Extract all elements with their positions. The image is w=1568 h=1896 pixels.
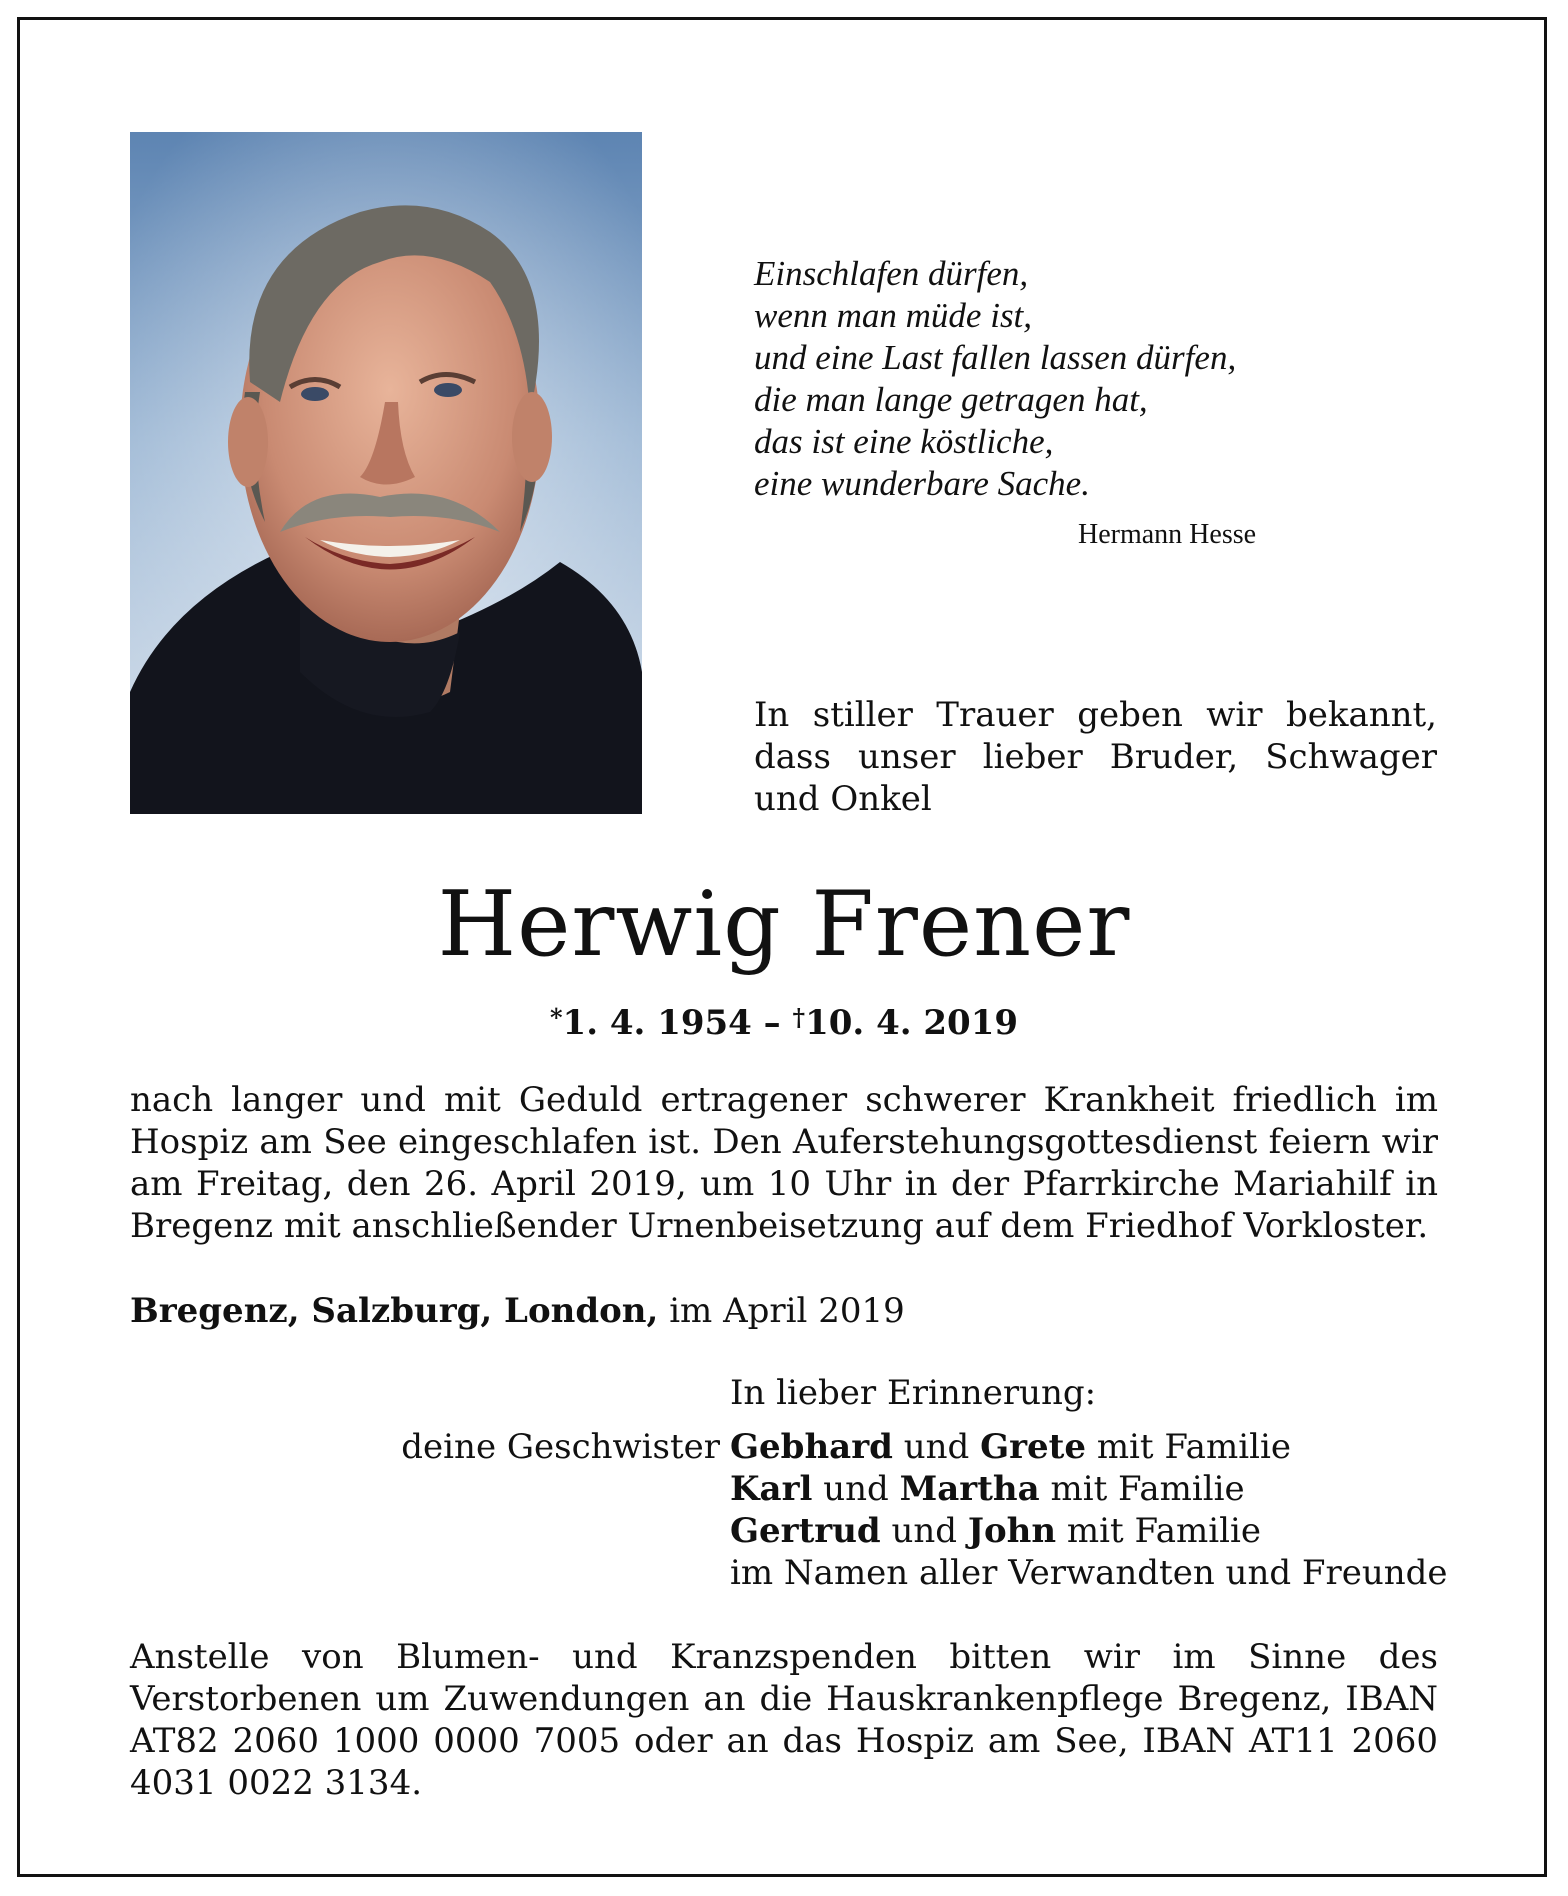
signers-list — [730, 1426, 1490, 1594]
funeral-details: nach langer und mit Geduld ertragener schwerer Krankheit friedlich im Hospiz am See eingeschlafen ist. Den Auferstehungsgottesdienst feiern wir am Freitag, den 26. April 2019, um 10 Uhr in der Pfarrkirche Mariahilf in Bregenz mit anschließender Urnenbeisetzung auf dem Friedhof Vorkloster. — [130, 1080, 1438, 1246]
signer-name: Gertrud — [730, 1511, 881, 1551]
siblings-label: deine Geschwister — [401, 1427, 720, 1467]
donation-request: Anstelle von Blumen- und Kranzspenden bitten wir im Sinne des Verstorbenen um Zuwendungen an die Hauskrankenpflege Bregenz, IBAN AT82 2060 1000 0000 7005 oder an das Hospiz am See, IBAN AT11 2060 4031 0022 3134. — [130, 1637, 1438, 1803]
signer-connector: und — [823, 1469, 889, 1509]
deceased-name: Herwig Frener — [437, 872, 1131, 977]
signer-closing: im Namen aller Verwandten und Freunde — [730, 1553, 1448, 1593]
poem-line: eine wunderbare Sache. — [754, 464, 1090, 503]
signer-name: Martha — [899, 1469, 1040, 1509]
signer-name: Karl — [730, 1469, 813, 1509]
signer-row — [730, 1426, 1490, 1468]
poem — [754, 253, 1334, 505]
life-dates — [0, 996, 1568, 1045]
poem-line: die man lange getragen hat, — [754, 380, 1148, 419]
portrait-illustration — [130, 132, 642, 814]
death-date: 10. 4. 2019 — [805, 1003, 1019, 1043]
poem-line: und eine Last fallen lassen dürfen, — [754, 338, 1237, 377]
signer-suffix: mit Familie — [1096, 1427, 1291, 1467]
signer-row — [730, 1510, 1490, 1552]
place-cities: Bregenz, Salzburg, London, — [130, 1291, 659, 1331]
place-and-date — [130, 1290, 1130, 1332]
memory-heading: In lieber Erinnerung: — [730, 1373, 1097, 1413]
death-symbol: † — [792, 1003, 806, 1032]
poem-line: das ist eine köstliche, — [754, 422, 1054, 461]
poem-author: Hermann Hesse — [1078, 519, 1257, 550]
signer-row — [730, 1468, 1490, 1510]
signer-name: Gebhard — [730, 1427, 893, 1467]
signer-suffix: mit Familie — [1066, 1511, 1262, 1551]
poem-line: Einschlafen dürfen, — [754, 254, 1029, 293]
birth-symbol: * — [549, 1003, 563, 1032]
birth-date: 1. 4. 1954 — [562, 1003, 752, 1043]
signer-connector: und — [903, 1427, 970, 1467]
signer-name: Grete — [980, 1427, 1086, 1467]
date-separator: – — [751, 1003, 793, 1043]
signer-connector: und — [891, 1511, 958, 1551]
signer-suffix: mit Familie — [1050, 1469, 1245, 1509]
portrait-photo — [130, 132, 642, 814]
place-date: im April 2019 — [669, 1291, 905, 1331]
signer-name: John — [967, 1511, 1057, 1551]
poem-line: wenn man müde ist, — [754, 296, 1033, 335]
announcement-intro: In stiller Trauer geben wir bekannt, dass unser lieber Bruder, Schwager und Onkel — [754, 695, 1437, 819]
